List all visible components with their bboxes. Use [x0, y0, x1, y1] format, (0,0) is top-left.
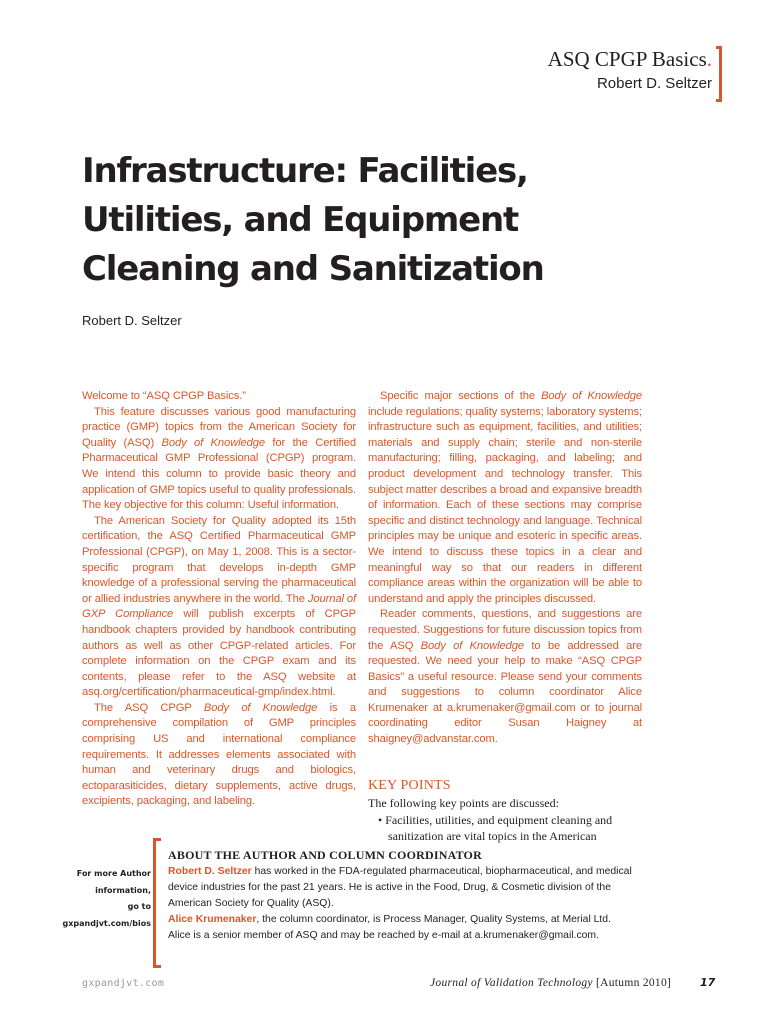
coordinator-name: Alice Krumenaker: [168, 914, 257, 925]
key-points-heading: KEY POINTS: [368, 778, 451, 793]
about-bracket-decoration: [153, 838, 161, 968]
header-bracket-decoration: [716, 46, 722, 102]
about-title: ABOUT THE AUTHOR AND COLUMN COORDINATOR: [168, 848, 482, 862]
title-line: Infrastructure: Facilities,: [82, 151, 528, 191]
header-byline: Robert D. Seltzer: [596, 75, 712, 92]
key-point-item: • Facilities, utilities, and equipment cleaning and sanitization are vital topics in the American: [378, 813, 613, 843]
page-number: 17: [700, 976, 716, 989]
column-header: [548, 46, 712, 94]
title-line: Cleaning and Sanitization: [82, 249, 544, 289]
about-text: Robert D. Seltzer has worked in the FDA-regulated pharmaceutical, biopharmaceutical, and medical device industries for the past 21 years. He is active in the Food, Drug, & Cosmetic division of the American Society for Quality (ASQ). Alice Krumenaker, the column coordinator, is Process Manager, Quality Systems, at Merial Ltd. Alice is a senior member of ASQ and may be reached by e-mail at a.krumenaker@gmail.com.: [168, 866, 632, 941]
title-line: Utilities, and Equipment: [82, 200, 519, 240]
paragraph: Specific major sections of the Body of Knowledge include regulations; quality systems; laboratory systems; infrastructure such as equipment, facilities, and utilities; materials and supply chain; sterile and non-sterile manufacturing; filling, packaging, and labeling; and product development and technology transfer. This subject matter describes a broad and expansive breadth of information. Each of these sections may comprise specific and distinct technology and language. Technical principles may be unique and esoteric in specific areas. We intend to discuss these topics in a clear and meaningful way so that our readers in different compliance areas within the organization will be able to understand and apply the principles discussed.: [368, 390, 642, 605]
paragraph: Welcome to “ASQ CPGP Basics.”: [82, 390, 246, 402]
left-column: [82, 389, 356, 810]
author-name: Robert D. Seltzer: [168, 866, 252, 877]
paragraph: This feature discusses various good manufacturing practice (GMP) topics from the American Society for Quality (ASQ) Body of Knowledge for the Certified Pharmaceutical GMP Professional (CPGP) program. We intend this column to provide basic theory and application of GMP topics useful to quality professionals. The key objective for this column: Useful information.: [82, 405, 356, 512]
right-column: [368, 389, 642, 748]
article-title: [82, 147, 642, 294]
bios-link[interactable]: gxpandjvt.com/bios: [62, 918, 151, 928]
paragraph: Reader comments, questions, and suggestions are requested. Suggestions for future discussion topics from the ASQ Body of Knowledge to be addressed are requested. We need your help to make “ASQ CPGP Basics” a useful resource. Please send your comments and suggestions to column coordinator Alice Krumenaker at a.krumenaker@gmail.com or to journal coordinating editor Susan Haigney at shaigney@advanstar.com.: [368, 608, 642, 746]
footer-journal: Journal of Validation Technology [Autumn 2010]: [430, 977, 672, 989]
paragraph: The ASQ CPGP Body of Knowledge is a comprehensive compilation of GMP principles comprising US and international compliance requirements. It addresses elements associated with human and veterinary drugs and biologics, ectoparasiticides, dietary supplements, active drugs, excipients, packaging, and labeling.: [82, 701, 356, 808]
bullet-icon: •: [378, 813, 383, 827]
author-info-note: For more Author information, go to gxpandjvt.com/bios: [55, 866, 151, 932]
article-author: Robert D. Seltzer: [82, 313, 182, 328]
paragraph: The American Society for Quality adopted its 15th certification, the ASQ Certified Pharmaceutical GMP Professional (CPGP), on May 1, 2008. This is a sector-specific program that develops in-depth GMP knowledge of a professional serving the pharmaceutical or allied industries anywhere in the world. The Journal of GXP Compliance will publish excerpts of CPGP handbook chapters provided by handbook contributing authors as well as other CPGP-related articles. For complete information on the CPGP exam and its contents, please refer to the ASQ website at asq.org/certification/pharmaceutical-gmp/index.html.: [82, 514, 356, 699]
footer-site-link[interactable]: gxpandjvt.com: [82, 978, 165, 989]
series-title: ASQ CPGP Basics.: [547, 47, 712, 71]
key-points-intro: The following key points are discussed:: [368, 796, 559, 810]
